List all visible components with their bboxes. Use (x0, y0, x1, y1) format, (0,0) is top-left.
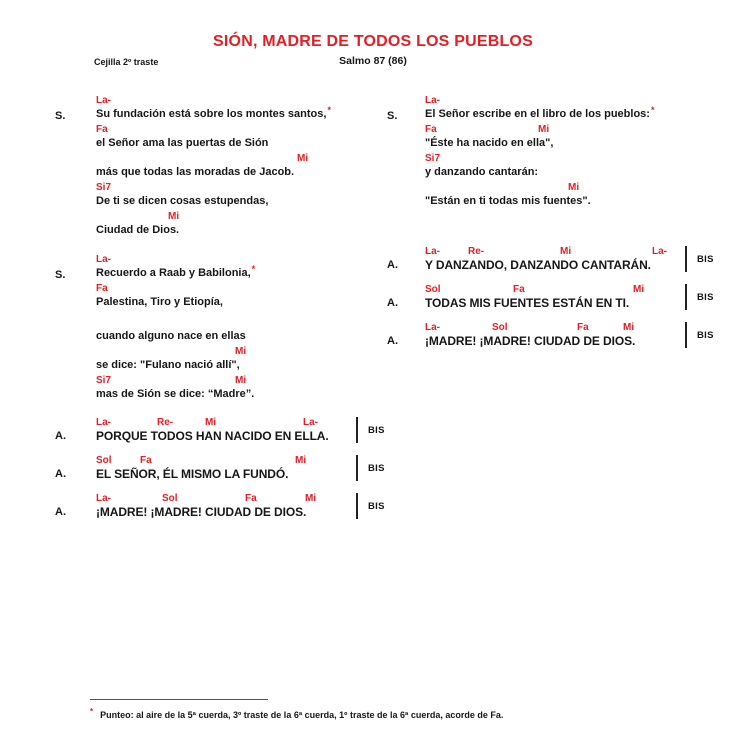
bis-repeat-mark: BIS (356, 493, 385, 519)
lyric-line (55, 94, 396, 123)
chord-symbol: Mi (623, 322, 635, 333)
lyric-text: Su fundación está sobre los montes santos,* (96, 105, 331, 120)
lyric-text: ¡MADRE! ¡MADRE! CIUDAD DE DIOS. (425, 334, 636, 348)
footnote-reference-asterisk: * (327, 105, 331, 115)
lyric-text: "Están en ti todas mis fuentes". (425, 195, 591, 207)
speaker-label: A. (387, 259, 398, 271)
chord-symbol: Si7 (96, 182, 112, 193)
lyric-line (387, 245, 745, 272)
chord-symbol: Mi (235, 346, 247, 357)
speaker-label: S. (387, 110, 398, 122)
chord-symbol: Mi (633, 284, 645, 295)
lyric-text: y danzando cantarán: (425, 166, 539, 178)
lyric-text: El Señor escribe en el libro de los pueblos:* (425, 105, 655, 120)
chord-symbol: Si7 (96, 375, 112, 386)
refrain-1 (55, 416, 416, 530)
speaker-label: A. (387, 335, 398, 347)
lyric-line (96, 345, 396, 374)
lyric-text: De ti se dicen cosas estupendas, (96, 195, 269, 207)
chord-symbol: Fa (96, 283, 108, 294)
lyric-text: mas de Sión se dice: “Madre”. (96, 388, 255, 400)
chord-symbol: Mi (205, 417, 217, 428)
lyric-line (387, 94, 735, 123)
lyric-line (96, 123, 396, 152)
song-title: SIÓN, MADRE DE TODOS LOS PUEBLOS (213, 33, 533, 50)
chord-symbol: Re- (157, 417, 174, 428)
chord-symbol: La- (96, 493, 111, 504)
footnote-text: Punteo: al aire de la 5ª cuerda, 3º traste de la 6ª cuerda, 1º traste de la 6ª cuerda, acorde de Fa. (100, 710, 504, 720)
chord-symbol: Sol (492, 322, 508, 333)
lyric-line (96, 316, 396, 345)
chord-symbol: Fa (96, 124, 108, 135)
bis-repeat-mark: BIS (685, 322, 714, 348)
lyric-text: se dice: "Fulano nació allí", (96, 359, 240, 371)
chord-symbol: Mi (295, 455, 307, 466)
verse-2 (55, 253, 396, 403)
chord-symbol: Sol (96, 455, 112, 466)
lyric-line (96, 152, 396, 181)
lyric-line (55, 416, 416, 443)
chord-symbol: Fa (245, 493, 257, 504)
speaker-label: A. (55, 468, 66, 480)
chord-symbol: La- (96, 95, 111, 106)
chord-symbol: La- (425, 95, 440, 106)
lyric-text: más que todas las moradas de Jacob. (96, 166, 295, 178)
chord-symbol: Si7 (425, 153, 441, 164)
lyric-line (425, 181, 735, 210)
lyric-text: PORQUE TODOS HAN NACIDO EN ELLA. (96, 429, 329, 443)
speaker-label: A. (55, 506, 66, 518)
lyric-text: Y DANZANDO, DANZANDO CANTARÁN. (425, 258, 651, 272)
footnote-reference-asterisk: * (650, 105, 655, 115)
bis-repeat-mark: BIS (356, 455, 385, 481)
chord-symbol: Mi (560, 246, 572, 257)
lyric-text: EL SEÑOR, ÉL MISMO LA FUNDÓ. (96, 467, 289, 481)
speaker-label: A. (55, 430, 66, 442)
chord-symbol: La- (652, 246, 667, 257)
footnote-divider (90, 699, 268, 700)
refrain-2 (387, 245, 745, 359)
chord-symbol: Fa (425, 124, 437, 135)
bis-repeat-mark: BIS (685, 246, 714, 272)
chord-symbol: La- (303, 417, 318, 428)
lyric-text: Palestina, Tiro y Etiopía, (96, 296, 223, 308)
chord-symbol: Mi (305, 493, 317, 504)
footnote (90, 707, 503, 720)
chord-symbol: Mi (538, 124, 550, 135)
lyric-line (425, 123, 735, 152)
lyric-text: TODAS MIS FUENTES ESTÁN EN TI. (425, 296, 630, 310)
chord-symbol: La- (425, 322, 440, 333)
verse-3 (387, 94, 735, 210)
chord-symbol: Mi (168, 211, 180, 222)
lyric-text: "Éste ha nacido en ella", (425, 137, 554, 149)
chord-symbol: La- (96, 417, 111, 428)
bis-repeat-mark: BIS (356, 417, 385, 443)
chord-symbol: Sol (425, 284, 441, 295)
verse-1 (55, 94, 396, 239)
speaker-label: S. (55, 110, 66, 122)
speaker-label: S. (55, 269, 66, 281)
chord-symbol: Fa (140, 455, 152, 466)
lyric-line (96, 210, 396, 239)
chord-symbol: Sol (162, 493, 178, 504)
lyric-line (387, 321, 745, 348)
lyric-text: cuando alguno nace en ellas (96, 330, 246, 342)
lyric-text: el Señor ama las puertas de Sión (96, 137, 269, 149)
chord-symbol: Mi (297, 153, 309, 164)
footnote-reference-asterisk: * (251, 264, 256, 274)
chord-symbol: La- (96, 254, 111, 265)
chord-symbol: Mi (568, 182, 580, 193)
bis-repeat-mark: BIS (685, 284, 714, 310)
lyric-line (96, 282, 396, 311)
lyric-text: ¡MADRE! ¡MADRE! CIUDAD DE DIOS. (96, 505, 307, 519)
lyric-text: Recuerdo a Raab y Babilonia,* (96, 264, 256, 279)
lyric-line (425, 152, 735, 181)
lyric-line (55, 253, 396, 282)
chord-symbol: La- (425, 246, 440, 257)
capo-note: Cejilla 2º traste (94, 57, 159, 67)
lyric-line (387, 283, 745, 310)
chord-symbol: Fa (513, 284, 525, 295)
lyric-line (55, 454, 416, 481)
psalm-subtitle: Salmo 87 (86) (339, 55, 407, 67)
lyric-line (96, 181, 396, 210)
chord-symbol: Fa (577, 322, 589, 333)
chord-symbol: Mi (235, 375, 247, 386)
footnote-asterisk: * (90, 707, 94, 716)
lyric-line (96, 374, 396, 403)
chord-symbol: Re- (468, 246, 485, 257)
lyric-text: Ciudad de Dios. (96, 224, 180, 236)
speaker-label: A. (387, 297, 398, 309)
lyric-line (55, 492, 416, 519)
